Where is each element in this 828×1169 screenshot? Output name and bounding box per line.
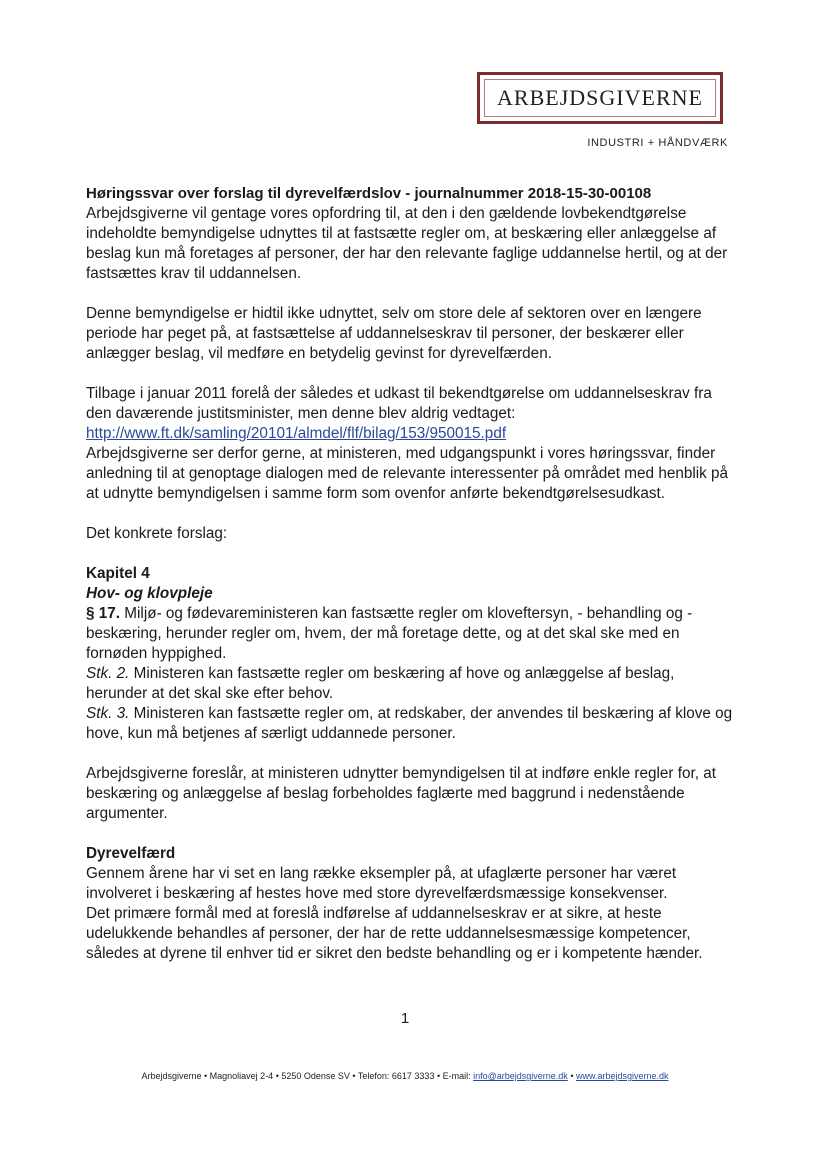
paragraph-3b: Arbejdsgiverne ser derfor gerne, at ministeren, med udgangspunkt i vores høringssvar, finder anledning til at genoptage dialogen med de relevante interessenter på området med henblik på at udnytte bemyndigelsen i samme form som ovenfor anførte bekendtgørelsesudkast. bbox=[86, 445, 729, 502]
paragraph-6: Gennem årene har vi set en lang række eksempler på, at ufaglærte personer har været involveret i beskæring af hestes hove med store dyrevelfærdsmæssige konsekvenser. bbox=[86, 865, 677, 902]
stk-3-text: Ministeren kan fastsætte regler om, at redskaber, der anvendes til beskæring af klove og hove, kun må betjenes af særligt uddannede personer. bbox=[86, 705, 733, 742]
stk-3-label: Stk. 3. bbox=[86, 705, 130, 722]
logo-text: ARBEJDSGIVERNE bbox=[497, 85, 703, 110]
paragraph-1: Arbejdsgiverne vil gentage vores opfordring til, at den i den gældende lovbekendtgørelse indeholdte bemyndigelse udnyttes til at fastsætte regler om, at beskæring eller anlæggelse af beslag kun må foretages af personer, der har den relevante faglige uddannelse hertil, og at der fastsættes krav til uddannelsen. bbox=[86, 205, 728, 282]
paragraph-4: Det konkrete forslag: bbox=[86, 525, 228, 542]
paragraph-3: Tilbage i januar 2011 forelå der således et udkast til bekendtgørelse om uddannelseskrav fra den daværende justitsminister, men denne blev aldrig vedtaget: bbox=[86, 385, 712, 422]
footer-website-link[interactable]: www.arbejdsgiverne.dk bbox=[575, 1071, 669, 1081]
footer-address: Arbejdsgiverne • Magnoliavej 2-4 • 5250 Odense SV • Telefon: 6617 3333 • E-mail: bbox=[141, 1071, 474, 1081]
bill-pdf-link[interactable]: http://www.ft.dk/samling/20101/almdel/flf/bilag/153/950015.pdf bbox=[86, 425, 507, 442]
paragraph-5: Arbejdsgiverne foreslår, at ministeren udnytter bemyndigelsen til at indføre enkle regler for, at beskæring og anlæggelse af beslag forbeholdes faglærte med baggrund i nedenstående argumenter. bbox=[86, 765, 717, 822]
document-title: Høringssvar over forslag til dyrevelfærdslov - journalnummer 2018-15-30-00108 bbox=[86, 185, 652, 202]
chapter-subheading: Hov- og klovpleje bbox=[86, 585, 213, 602]
section-heading-animal-welfare: Dyrevelfærd bbox=[86, 845, 176, 862]
stk-2 bbox=[86, 664, 736, 704]
page-number: 1 bbox=[400, 1010, 410, 1027]
paragraph-7: Det primære formål med at foreslå indførelse af uddannelseskrav er at sikre, at heste udelukkende behandles af personer, der har de rette uddannelsesmæssige kompetencer, således at dyrene til enhver tid er sikret den bedste behandling og er i kompetente hænder. bbox=[86, 905, 703, 962]
footer-separator: • bbox=[567, 1071, 576, 1081]
section-17-label: § 17. bbox=[86, 605, 121, 622]
section-17 bbox=[86, 604, 736, 664]
footer-email-link[interactable]: info@arbejdsgiverne.dk bbox=[473, 1071, 568, 1081]
paragraph-2: Denne bemyndigelse er hidtil ikke udnyttet, selv om store dele af sektoren over en længere periode har peget på, at fastsættelse af uddannelseskrav til personer, der beskærer eller anlægger beslag, vil medføre en betydelig gevinst for dyrevelfærden. bbox=[86, 305, 702, 362]
document-body bbox=[86, 184, 736, 964]
stk-2-label: Stk. 2. bbox=[86, 665, 130, 682]
company-logo bbox=[477, 72, 723, 124]
logo-subtitle: INDUSTRI + HÅNDVÆRK bbox=[587, 137, 728, 149]
section-17-text: Miljø- og fødevareministeren kan fastsætte regler om kloveftersyn, - behandling og - beskæring, herunder regler om, hvem, der må foretage dette, og at det skal ske med en fornøden hyppighed. bbox=[86, 605, 693, 662]
page-footer bbox=[0, 1071, 810, 1081]
stk-2-text: Ministeren kan fastsætte regler om beskæring af hove og anlæggelse af beslag, herunder at det skal ske efter behov. bbox=[86, 665, 675, 702]
chapter-heading: Kapitel 4 bbox=[86, 565, 150, 582]
stk-3 bbox=[86, 704, 736, 744]
